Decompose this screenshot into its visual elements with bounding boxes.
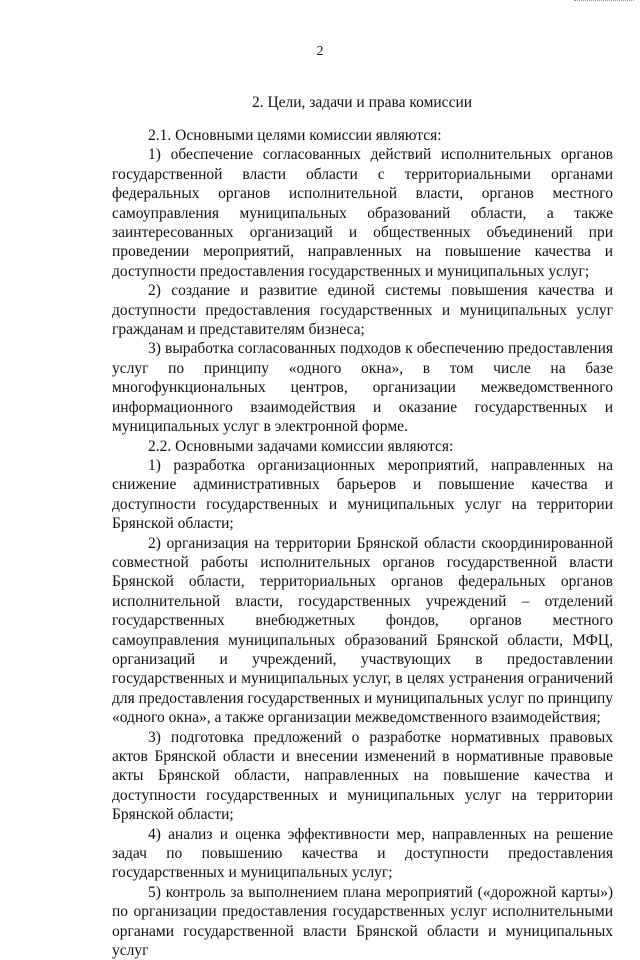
paragraph-goals-heading: 2.1. Основными целями комиссии являются: [148, 127, 442, 144]
paragraph-task-1: 1) разработка организационных мероприятий, направленных на снижение административных барьеров и повышение качества и доступности государственных и муниципальных услуг на территории Брянской области; [112, 456, 613, 533]
paragraph-task-3: 3) подготовка предложений о разработке нормативных правовых актов Брянской области и внесении изменений в нормативные правовые акты Брянской области, направленных на повышение качества и доступности государственных и муниципальных услуг на территории Брянской области; [112, 728, 613, 824]
paragraph-goal-2: 2) создание и развитие единой системы повышения качества и доступности предоставления государственных и муниципальных услуг гражданам и представителям бизнеса; [112, 282, 613, 339]
paragraph-goal-3: 3) выработка согласованных подходов к обеспечению предоставления услуг по принципу «одного окна», в том числе на базе многофункциональных центров, организации межведомственного информационного взаимодействия и оказание государственных и муниципальных услуг в электронной форме. [112, 340, 613, 436]
document-body [112, 126, 613, 960]
paragraph-goal-1: 1) обеспечение согласованных действий исполнительных органов государственной власти области с территориальными органами федеральных органов исполнительной власти, органов местного самоуправления муниципальных образований области, а также заинтересованных организаций и общественных объединений при проведении мероприятий, направленных на повышение качества и доступности предоставления государственных и муниципальных услуг; [112, 146, 613, 280]
paragraph-task-2: 2) организация на территории Брянской области скоординированной совместной работы исполнительных органов государственной власти Брянской области, территориальных органов федеральных органов исполнительной власти, государственных учреждений – отделений государственных внебюджетных фондов, органов местного самоуправления муниципальных образований Брянской области, МФЦ, организаций и учреждений, участвующих в предоставлении государственных и муниципальных услуг, в целях устранения ограничений для предоставления государственных и муниципальных услуг по принципу «одного окна», а также организации межведомственного взаимодействия; [112, 534, 613, 727]
page-number: 2 [316, 44, 324, 59]
paragraph-task-5: 5) контроль за выполнением плана мероприятий («дорожной карты») по организации предоставления государственных услуг исполнительными органами государственной власти Брянской области и муниципальных услуг [112, 883, 613, 960]
paragraph-tasks-heading: 2.2. Основными задачами комиссии являются: [148, 437, 454, 455]
scan-edge-mark [574, 0, 634, 4]
section-title: 2. Цели, задачи и права комиссии [251, 94, 473, 111]
paragraph-task-4: 4) анализ и оценка эффективности мер, направленных на решение задач по повышению качества и доступности предоставления государственных и муниципальных услуг; [112, 825, 613, 882]
